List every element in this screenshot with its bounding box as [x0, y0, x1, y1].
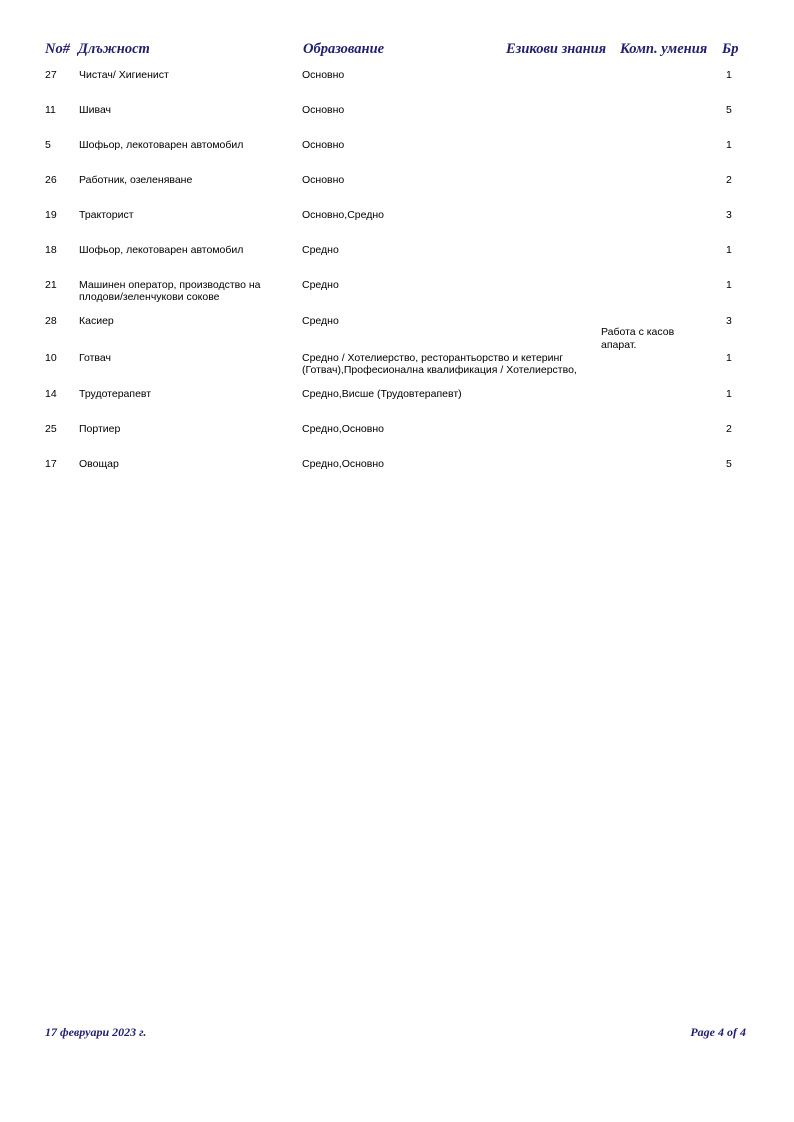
row-count: 5	[726, 458, 732, 470]
row-education: Средно,Основно	[302, 423, 384, 435]
row-position: Готвач	[79, 352, 111, 364]
header-computer-skills: Комп. умения	[620, 41, 708, 57]
header-languages: Езикови знания	[506, 41, 607, 57]
row-position: Шофьор, лекотоварен автомобил	[79, 139, 244, 151]
row-education: Основно	[302, 174, 345, 186]
row-number: 27	[45, 69, 57, 81]
row-number: 10	[45, 352, 57, 364]
row-count: 1	[726, 139, 732, 151]
row-count: 2	[726, 423, 732, 435]
row-number: 28	[45, 315, 57, 327]
row-position: Шофьор, лекотоварен автомобил	[79, 244, 244, 256]
row-education: Средно / Хотелиерство, ресторантьорство и кетеринг (Готвач),Професионална квалификация / Хотелиерство,	[302, 352, 577, 376]
footer-date: 17 февруари 2023 г.	[45, 1025, 147, 1039]
row-count: 1	[726, 352, 732, 364]
row-education: Основно	[302, 139, 345, 151]
row-education: Основно,Средно	[302, 209, 384, 221]
row-education: Средно,Основно	[302, 458, 384, 470]
row-position: Тракторист	[79, 209, 134, 221]
row-position: Машинен оператор, производство на плодови/зеленчукови сокове	[79, 279, 261, 303]
row-number: 18	[45, 244, 57, 256]
row-education: Средно	[302, 315, 339, 327]
header-no: No#	[45, 41, 70, 57]
row-position: Овощар	[79, 458, 119, 470]
row-position: Чистач/ Хигиенист	[79, 69, 169, 81]
row-position: Трудотерапевт	[79, 388, 152, 400]
row-position: Портиер	[79, 423, 121, 435]
footer-page-number: Page 4 of 4	[690, 1025, 746, 1039]
row-number: 17	[45, 458, 57, 470]
row-count: 3	[726, 315, 732, 327]
row-education: Основно	[302, 104, 345, 116]
row-count: 1	[726, 69, 732, 81]
row-count: 1	[726, 244, 732, 256]
row-count: 2	[726, 174, 732, 186]
row-number: 11	[45, 104, 56, 116]
row-count: 3	[726, 209, 732, 221]
header-position: Длъжност	[78, 41, 150, 57]
row-position: Касиер	[79, 315, 114, 327]
row-education: Средно	[302, 244, 339, 256]
row-number: 14	[45, 388, 57, 400]
row-number: 25	[45, 423, 57, 435]
row-count: 1	[726, 279, 732, 291]
header-count: Бр	[722, 41, 739, 57]
row-position: Шивач	[79, 104, 112, 116]
row-count: 5	[726, 104, 732, 116]
computer-skills-value: Работа с касов апарат.	[601, 326, 675, 351]
row-number: 5	[45, 139, 51, 151]
header-education: Образование	[303, 41, 385, 57]
row-position: Работник, озеленяване	[79, 174, 193, 186]
row-education: Основно	[302, 69, 345, 81]
row-count: 1	[726, 388, 732, 400]
row-education: Средно	[302, 279, 339, 291]
row-number: 19	[45, 209, 57, 221]
row-number: 26	[45, 174, 57, 186]
row-education: Средно,Висше (Трудовтерапевт)	[302, 388, 462, 400]
row-number: 21	[45, 279, 57, 291]
